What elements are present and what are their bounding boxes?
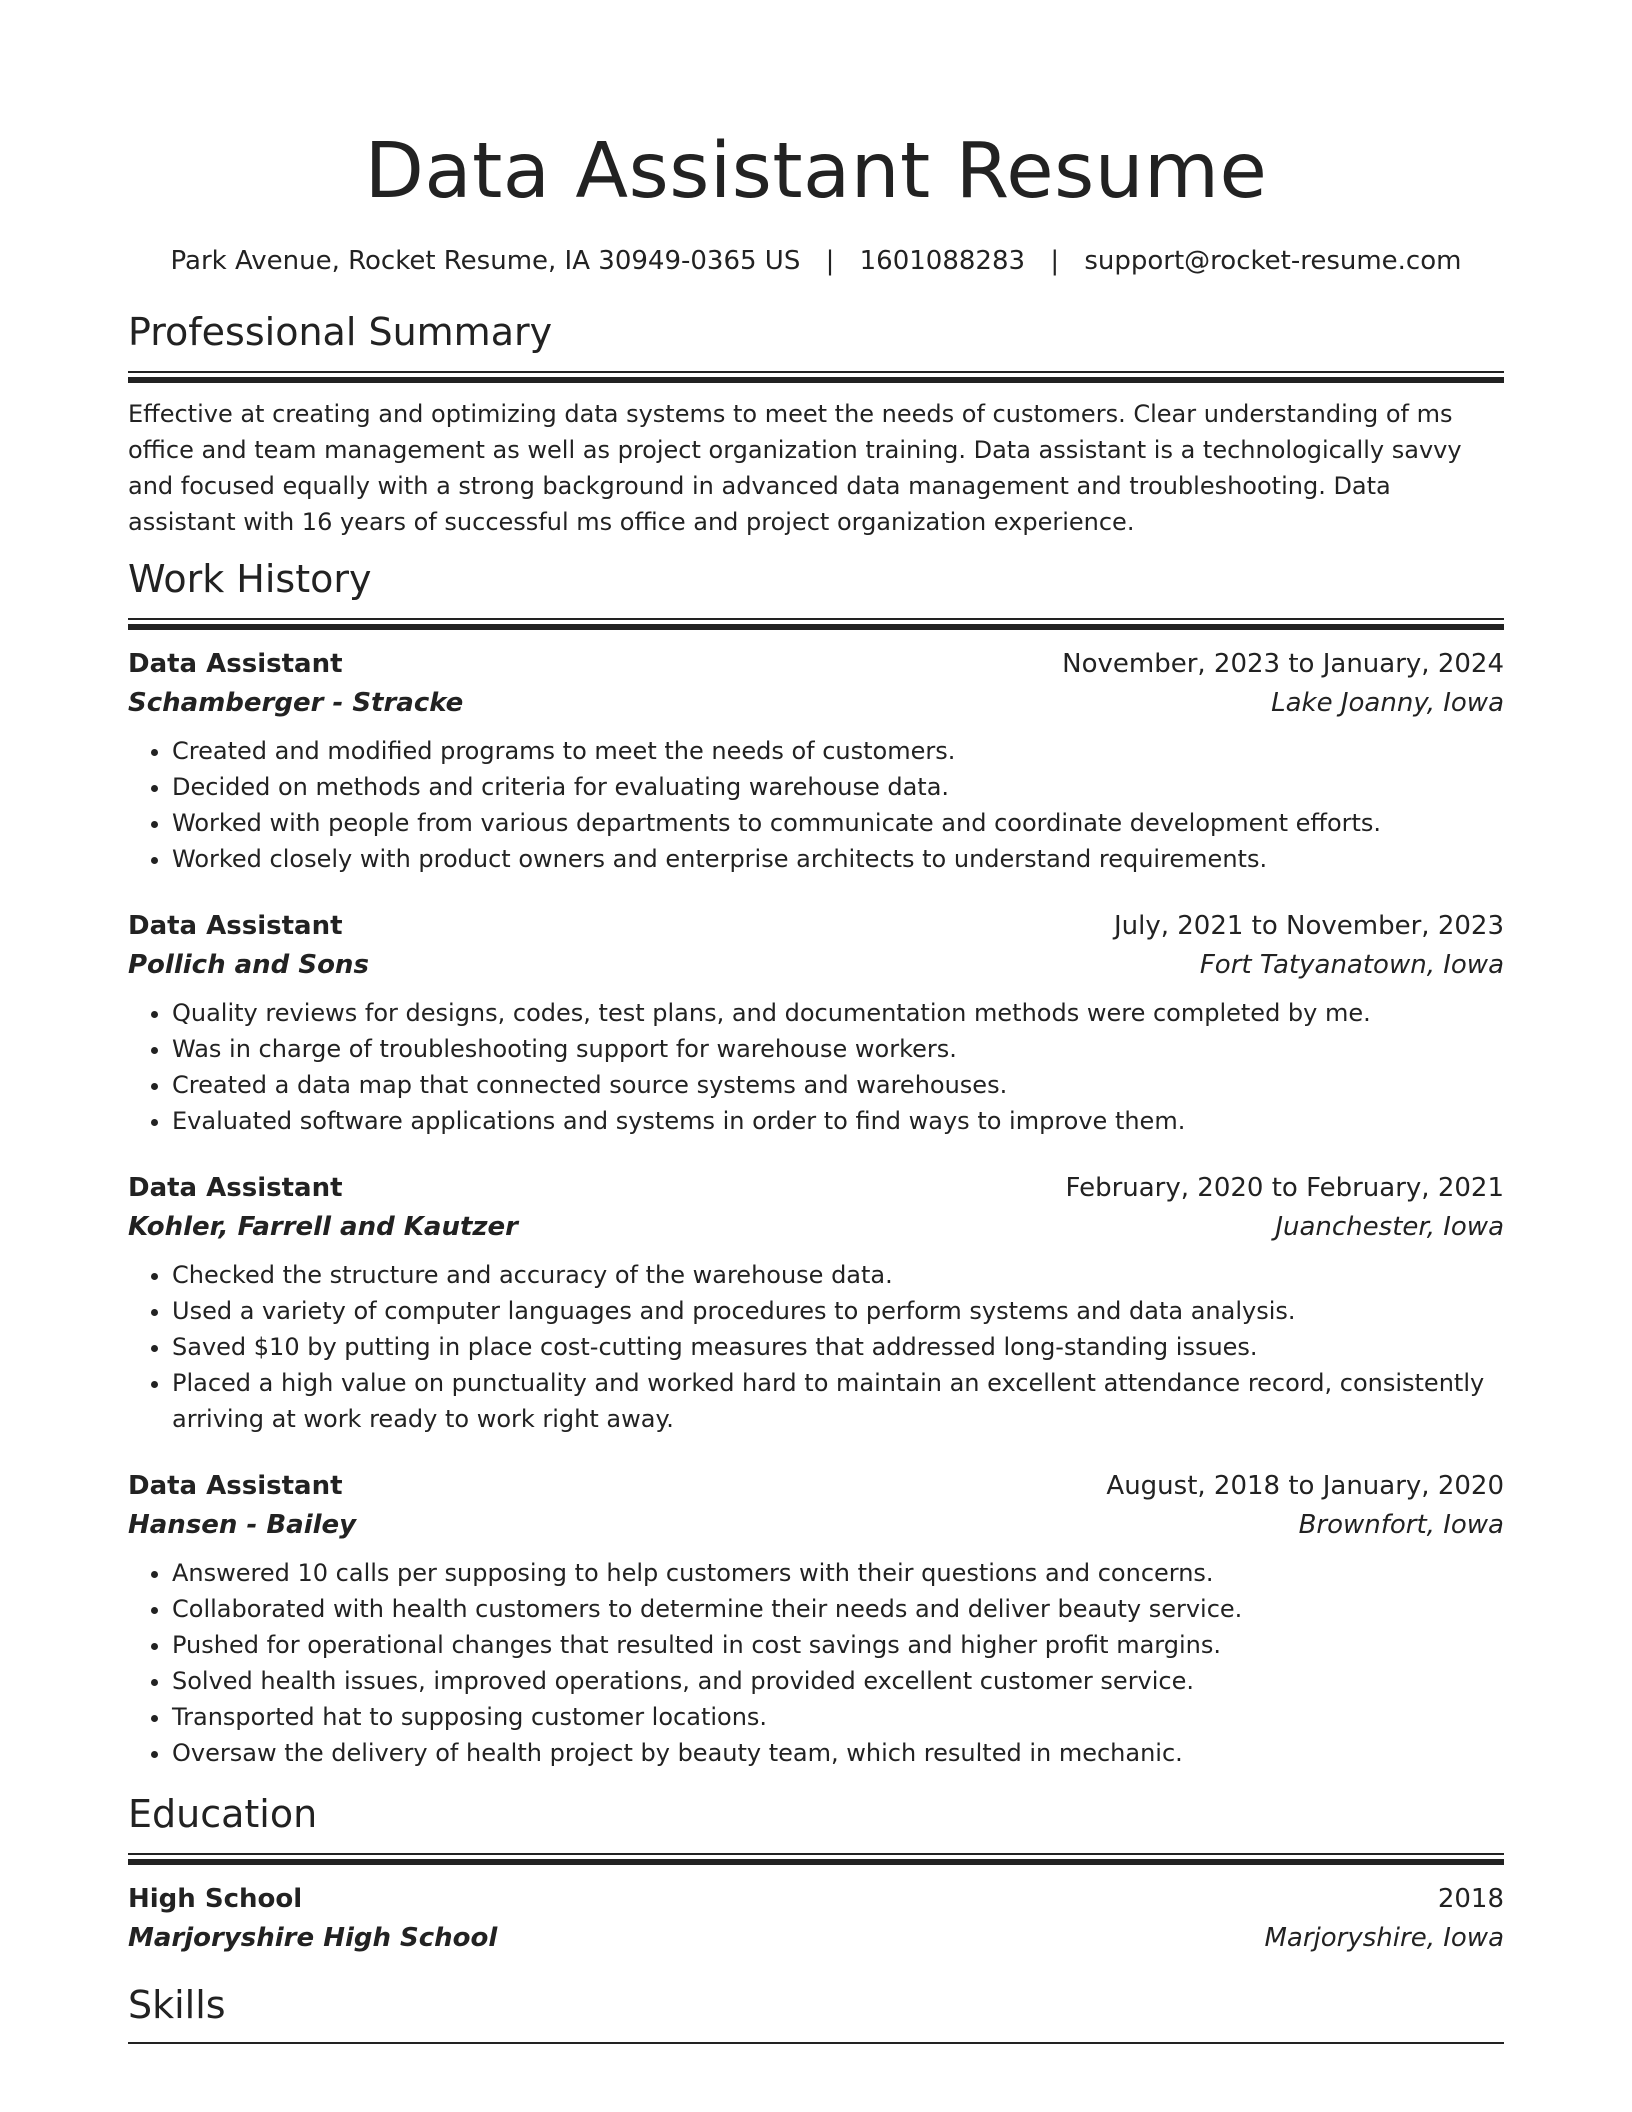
work-history-section — [128, 554, 1504, 1771]
list-item: • Oversaw the delivery of health project by beauty team, which resulted in mechanic. — [172, 1735, 1504, 1771]
job-entry — [128, 1467, 1504, 1771]
summary-text: Effective at creating and optimizing data systems to meet the needs of customers. Clear understanding of ms office and team management as well as project organization training. Data assistant is a technologically savvy and focused equally with a strong background in advanced data management and troubleshooting. Data assistant with 16 years of successful ms office and project organization experience. — [128, 400, 1462, 536]
job-bullets — [128, 733, 1504, 877]
section-heading-work-history: Work History — [128, 557, 372, 601]
job-company: Hansen - Bailey — [128, 1510, 357, 1540]
list-item: • Created a data map that connected source systems and warehouses. — [172, 1067, 1504, 1103]
job-title: Data Assistant — [128, 1471, 343, 1501]
job-company: Pollich and Sons — [128, 950, 369, 980]
section-divider — [128, 371, 1504, 382]
education-section — [128, 1789, 1504, 1958]
list-item: • Evaluated software applications and systems in order to find ways to improve them. — [172, 1103, 1504, 1139]
education-location: Marjoryshire, Iowa — [1264, 1923, 1504, 1953]
summary-section — [128, 307, 1504, 540]
list-item: • Used a variety of computer languages and procedures to perform systems and data analysis. — [172, 1293, 1504, 1329]
job-entry — [128, 1169, 1504, 1437]
list-item: • Checked the structure and accuracy of the warehouse data. — [172, 1257, 1504, 1293]
list-item: • Transported hat to supposing customer locations. — [172, 1699, 1504, 1735]
contact-address: Park Avenue, Rocket Resume, IA 30949-0365 US — [170, 246, 801, 276]
job-dates: February, 2020 to February, 2021 — [1065, 1173, 1504, 1203]
skills-section — [128, 1980, 1504, 2053]
list-item: • Saved $10 by putting in place cost-cutting measures that addressed long-standing issues. — [172, 1329, 1504, 1365]
job-dates: July, 2021 to November, 2023 — [1113, 911, 1504, 941]
job-entry — [128, 645, 1504, 877]
list-item: • Collaborated with health customers to determine their needs and deliver beauty service. — [172, 1591, 1504, 1627]
list-item: • Pushed for operational changes that resulted in cost savings and higher profit margins. — [172, 1627, 1504, 1663]
job-bullets — [128, 1257, 1504, 1437]
list-item: • Was in charge of troubleshooting support for warehouse workers. — [172, 1031, 1504, 1067]
contact-email: support@rocket-resume.com — [1084, 246, 1462, 276]
list-item: • Answered 10 calls per supposing to help customers with their questions and concerns. — [172, 1555, 1504, 1591]
resume-title: Data Assistant Resume — [364, 127, 1268, 216]
job-location: Fort Tatyanatown, Iowa — [1199, 950, 1504, 980]
list-item: • Solved health issues, improved operations, and provided excellent customer service. — [172, 1663, 1504, 1699]
contact-separator: | — [1050, 246, 1060, 276]
list-item: • Placed a high value on punctuality and worked hard to maintain an excellent attendance record, consistently arriving at work ready to work right away. — [172, 1365, 1504, 1437]
job-dates: August, 2018 to January, 2020 — [1106, 1471, 1504, 1501]
education-degree: High School — [128, 1884, 303, 1914]
section-divider — [128, 1853, 1504, 1864]
job-title: Data Assistant — [128, 649, 343, 679]
section-divider — [128, 618, 1504, 629]
education-entry — [128, 1880, 1504, 1958]
education-school: Marjoryshire High School — [128, 1923, 498, 1953]
section-divider — [128, 2042, 1504, 2053]
contact-phone: 1601088283 — [859, 246, 1026, 276]
list-item: • Created and modified programs to meet the needs of customers. — [172, 733, 1504, 769]
contact-line — [128, 244, 1504, 278]
list-item: • Decided on methods and criteria for evaluating warehouse data. — [172, 769, 1504, 805]
section-heading-education: Education — [128, 1792, 318, 1836]
job-bullets — [128, 995, 1504, 1139]
job-bullets — [128, 1555, 1504, 1771]
list-item: • Quality reviews for designs, codes, test plans, and documentation methods were completed by me. — [172, 995, 1504, 1031]
list-item: • Worked with people from various departments to communicate and coordinate development efforts. — [172, 805, 1504, 841]
section-heading-skills: Skills — [128, 1983, 226, 2027]
job-dates: November, 2023 to January, 2024 — [1062, 649, 1504, 679]
job-entry — [128, 907, 1504, 1139]
section-heading-summary: Professional Summary — [128, 310, 553, 354]
job-title: Data Assistant — [128, 1173, 343, 1203]
list-item: • Worked closely with product owners and enterprise architects to understand requirements. — [172, 841, 1504, 877]
contact-separator: | — [825, 246, 835, 276]
job-company: Kohler, Farrell and Kautzer — [128, 1212, 518, 1242]
education-year: 2018 — [1437, 1884, 1504, 1914]
job-company: Schamberger - Stracke — [128, 688, 464, 718]
job-title: Data Assistant — [128, 911, 343, 941]
job-location: Juanchester, Iowa — [1275, 1212, 1504, 1242]
job-location: Lake Joanny, Iowa — [1271, 688, 1504, 718]
job-location: Brownfort, Iowa — [1298, 1510, 1504, 1540]
